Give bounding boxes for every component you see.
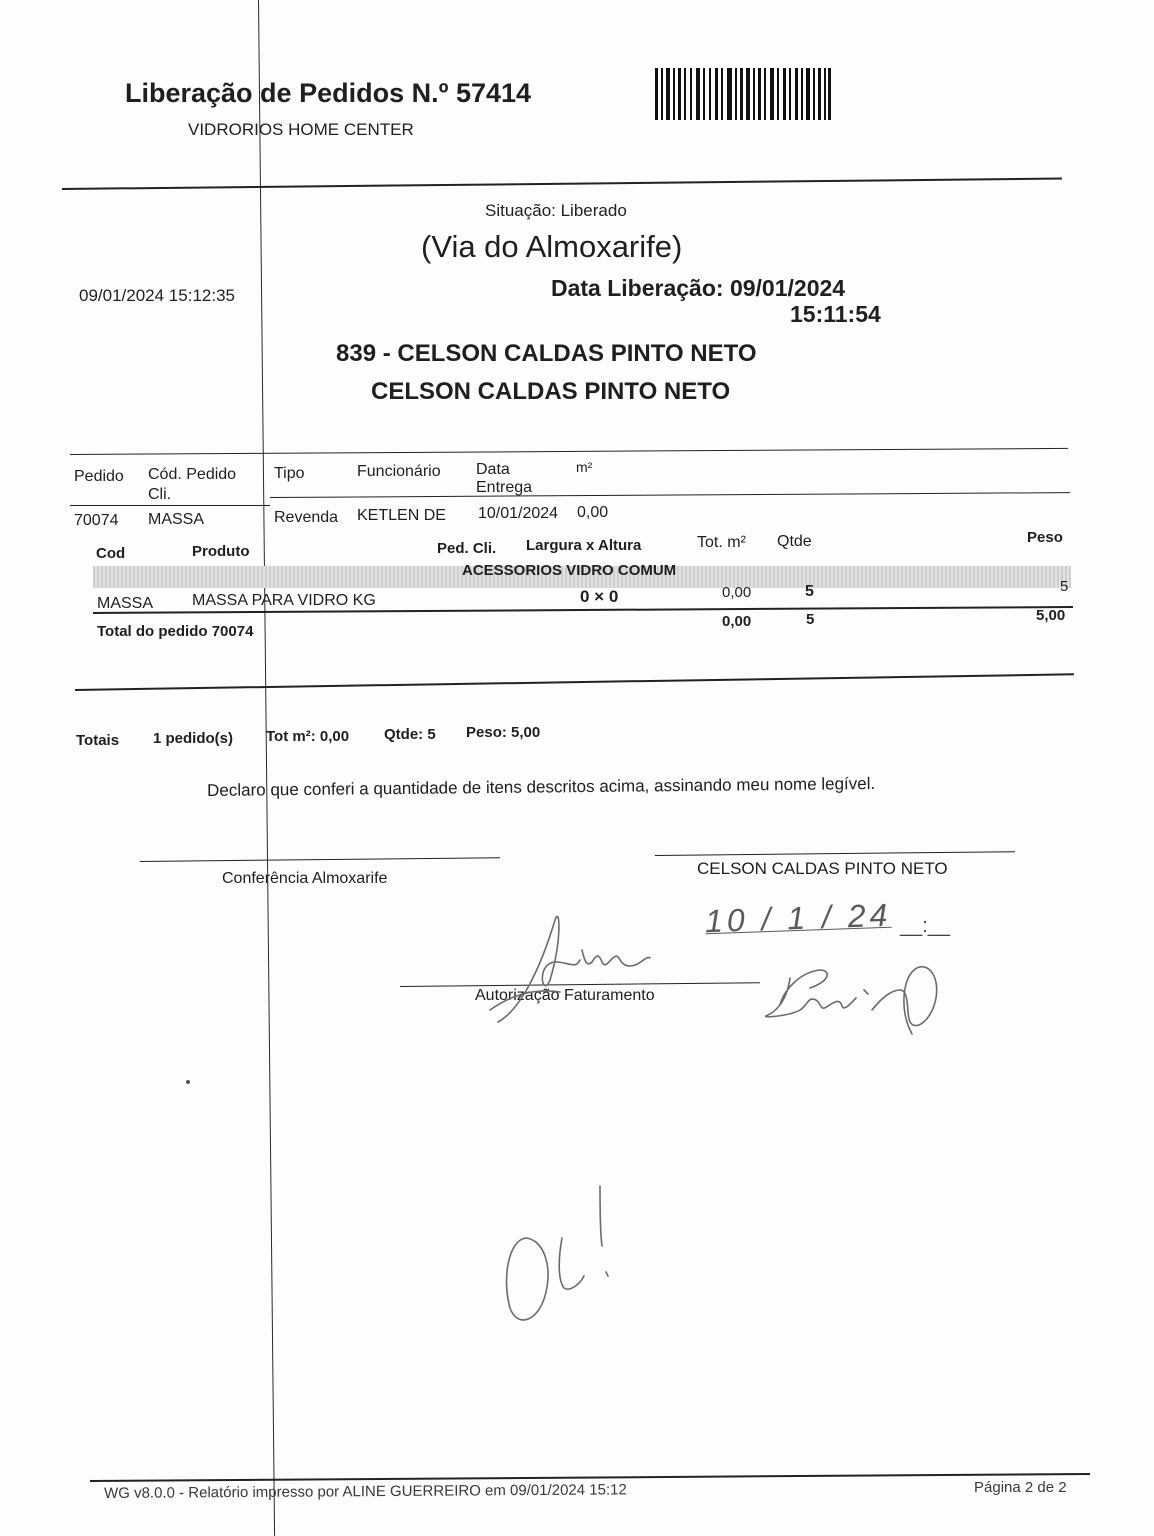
footer-page-number: Página 2 de 2: [974, 1479, 1067, 1496]
document-title: Liberação de Pedidos N.º 57414: [125, 78, 532, 108]
items-col-peso: Peso: [1027, 529, 1063, 546]
items-col-cod: Cod: [96, 545, 126, 562]
items-col-produto: Produto: [192, 543, 250, 560]
items-col-tot-m2: Tot. m²: [697, 534, 746, 551]
client-code-name: 839 - CELSON CALDAS PINTO NETO: [336, 340, 757, 367]
order-total-label: Total do pedido 70074: [97, 623, 254, 640]
item-dims: 0 × 0: [580, 587, 619, 606]
largura-label: Largura: [526, 537, 582, 554]
client-signature-name: CELSON CALDAS PINTO NETO: [697, 859, 948, 878]
signature-client: [760, 950, 960, 1045]
col-cod-pedido-cli: Cli.: [148, 486, 172, 503]
item-peso: 5: [1060, 578, 1069, 595]
status-text: Situação: Liberado: [485, 201, 627, 220]
order-table-top-rule: [70, 448, 1068, 455]
order-header-rule: [270, 492, 1070, 498]
item-tot-m2: 0,00: [722, 584, 752, 601]
row-tipo: Revenda: [274, 509, 339, 526]
footer-printed-by: WG v8.0.0 - Relatório impresso por ALINE GUERREIRO em 09/01/2024 15:12: [104, 1481, 627, 1502]
time-blank: __:__: [900, 915, 951, 937]
ink-dot: [186, 1080, 190, 1084]
col-data: Data: [476, 461, 510, 478]
signature-aline: [480, 900, 680, 1030]
conferencia-label: Conferência Almoxarife: [222, 870, 388, 887]
signature-line-conferencia: [140, 857, 500, 862]
items-col-largura: [526, 537, 641, 554]
col-m2: m²: [576, 459, 593, 475]
item-cod: MASSA: [97, 595, 154, 612]
col-pedido: Pedido: [74, 468, 124, 485]
declaration-text: Declaro que conferi a quantidade de itens descritos acima, assinando meu nome legível.: [207, 774, 876, 800]
release-date: 09/01/2024: [729, 275, 846, 301]
header-divider: [62, 178, 1062, 190]
order-total-m2: 0,00: [722, 613, 752, 630]
item-qtde: 5: [805, 583, 814, 600]
items-col-ped-cli: Ped. Cli.: [437, 540, 497, 557]
barcode: [655, 68, 831, 120]
totals-label: Totais: [76, 732, 120, 749]
col-tipo: Tipo: [274, 465, 305, 482]
autorizacao-label: Autorização Faturamento: [475, 987, 655, 1004]
row-m2: 0,00: [577, 504, 609, 521]
company-name: VIDRORIOS HOME CENTER: [188, 120, 414, 139]
row-funcionario: KETLEN DE: [357, 507, 446, 524]
handwritten-date: 10 / 1 / 24: [704, 896, 892, 940]
col-data-entrega: Entrega: [476, 479, 533, 496]
altura-label: Altura: [598, 537, 642, 554]
totals-divider: [75, 673, 1074, 691]
release-label: Data Liberação:: [551, 275, 724, 301]
totals-m2: Tot m²: 0,00: [266, 728, 350, 745]
row-cod-pedido: MASSA: [148, 511, 205, 528]
row-pedido: 70074: [74, 512, 119, 529]
totals-qtde: Qtde: 5: [384, 726, 436, 743]
row-data-entrega: 10/01/2024: [478, 505, 559, 522]
totals-peso: Peso: 5,00: [466, 724, 541, 741]
paper-fold-line: [258, 0, 275, 1536]
handwritten-ok-mark: [500, 1180, 620, 1330]
order-total-qtde: 5: [806, 611, 815, 628]
order-total-peso: 5,00: [1036, 607, 1066, 624]
col-cod-pedido: Cód. Pedido: [148, 466, 237, 483]
signature-line-client: [655, 851, 1015, 856]
x-label: x: [586, 537, 595, 554]
client-name: CELSON CALDAS PINTO NETO: [371, 378, 731, 405]
release-date-line: [551, 275, 845, 302]
items-col-qtde: Qtde: [777, 533, 812, 550]
col-funcionario: Funcionário: [357, 463, 441, 480]
copy-label: (Via do Almoxarife): [421, 229, 683, 264]
group-label: ACESSORIOS VIDRO COMUM: [462, 562, 677, 579]
totals-pedidos: 1 pedido(s): [153, 730, 234, 747]
item-produto: MASSA PARA VIDRO KG: [192, 592, 376, 609]
release-time: 15:11:54: [790, 301, 881, 327]
order-header-rule-left: [70, 505, 270, 506]
printed-datetime: 09/01/2024 15:12:35: [79, 286, 235, 305]
